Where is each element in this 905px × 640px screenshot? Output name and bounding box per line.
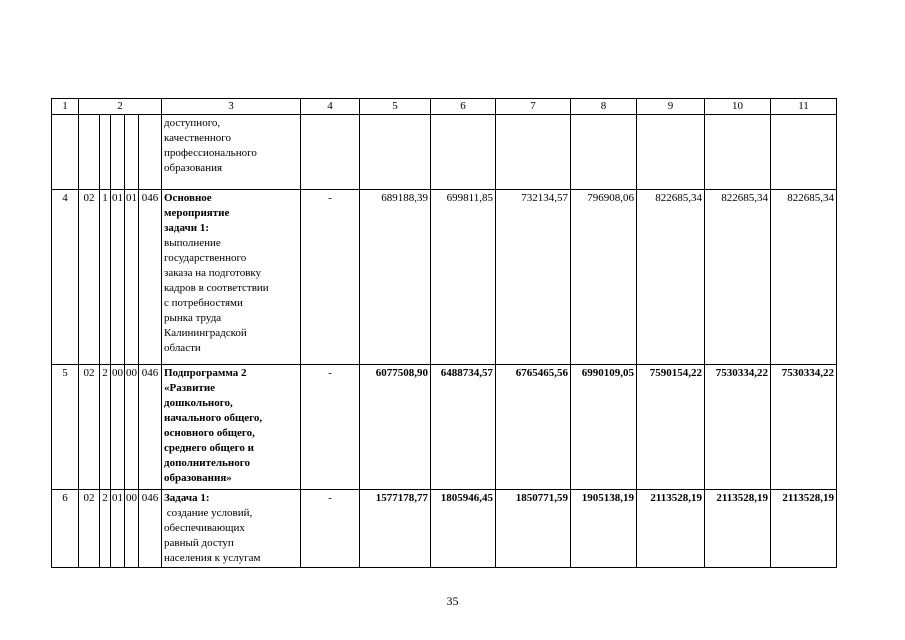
value-cell: 1850771,59 <box>496 490 571 568</box>
code-cell <box>100 115 111 190</box>
code-cell: 01 <box>125 190 139 365</box>
value-cell <box>705 115 771 190</box>
code-cell: 2 <box>100 365 111 490</box>
col4-cell: - <box>301 190 360 365</box>
value-cell <box>360 115 431 190</box>
value-cell: 1805946,45 <box>431 490 496 568</box>
description-bold-line: Подпрограмма 2 <box>164 367 247 379</box>
col4-cell: - <box>301 490 360 568</box>
description-cell <box>162 190 301 365</box>
code-cell: 2 <box>100 490 111 568</box>
code-cell: 01 <box>111 190 125 365</box>
code-cell: 00 <box>125 365 139 490</box>
description-bold-line: дошкольного, <box>164 397 233 409</box>
description-cell <box>162 490 301 568</box>
col4-cell: - <box>301 365 360 490</box>
description-bold-line: дополнительного <box>164 457 250 469</box>
description-bold-line: Задача 1: <box>164 492 210 504</box>
header-cell: 6 <box>431 99 496 115</box>
header-row <box>52 99 837 115</box>
description-bold-line: Основное <box>164 192 212 204</box>
value-cell: 6990109,05 <box>571 365 637 490</box>
description-line: образования <box>164 162 223 174</box>
code-cell: 1 <box>100 190 111 365</box>
code-cell: 00 <box>125 490 139 568</box>
description-line: Калининградской <box>164 327 247 339</box>
value-cell: 2113528,19 <box>771 490 837 568</box>
row-number-cell: 6 <box>52 490 79 568</box>
value-cell: 822685,34 <box>771 190 837 365</box>
description-line: качественного <box>164 132 232 144</box>
code-cell: 00 <box>111 365 125 490</box>
description-line: профессионального <box>164 147 257 159</box>
value-cell <box>637 115 705 190</box>
code-cell: 046 <box>139 365 162 490</box>
description-bold-line: задачи 1: <box>164 222 209 234</box>
value-cell: 6765465,56 <box>496 365 571 490</box>
header-cell: 9 <box>637 99 705 115</box>
table-body <box>52 115 837 568</box>
header-cell: 4 <box>301 99 360 115</box>
value-cell: 1905138,19 <box>571 490 637 568</box>
description-line: обеспечивающих <box>164 522 245 534</box>
value-cell: 796908,06 <box>571 190 637 365</box>
code-cell <box>125 115 139 190</box>
code-cell: 046 <box>139 490 162 568</box>
table-row <box>52 115 837 190</box>
header-cell: 11 <box>771 99 837 115</box>
code-cell <box>111 115 125 190</box>
description-bold-line: мероприятие <box>164 207 230 219</box>
table-row <box>52 190 837 365</box>
description-cell <box>162 365 301 490</box>
description-line: доступного, <box>164 117 221 129</box>
col4-cell <box>301 115 360 190</box>
description-line: выполнение <box>164 237 221 249</box>
description-line: равный доступ <box>164 537 234 549</box>
code-cell <box>139 115 162 190</box>
value-cell: 7530334,22 <box>705 365 771 490</box>
budget-table <box>51 98 837 568</box>
value-cell <box>431 115 496 190</box>
description-line: кадров в соответствии <box>164 282 269 294</box>
table-row <box>52 365 837 490</box>
value-cell: 822685,34 <box>705 190 771 365</box>
description-line: с потребностями <box>164 297 243 309</box>
code-cell: 02 <box>79 190 100 365</box>
row-number-cell: 4 <box>52 190 79 365</box>
description-line: области <box>164 342 201 354</box>
code-cell: 01 <box>111 490 125 568</box>
description-bold-line: среднего общего и <box>164 442 254 454</box>
value-cell: 7590154,22 <box>637 365 705 490</box>
description-bold-line: начального общего, <box>164 412 263 424</box>
header-cell: 10 <box>705 99 771 115</box>
value-cell <box>571 115 637 190</box>
value-cell: 1577178,77 <box>360 490 431 568</box>
code-cell: 046 <box>139 190 162 365</box>
description-line: населения к услугам <box>164 552 261 564</box>
description-cell <box>162 115 301 190</box>
header-cell: 3 <box>162 99 301 115</box>
row-number-cell: 5 <box>52 365 79 490</box>
description-line: заказа на подготовку <box>164 267 262 279</box>
row-number-cell <box>52 115 79 190</box>
value-cell: 822685,34 <box>637 190 705 365</box>
code-cell: 02 <box>79 490 100 568</box>
value-cell: 732134,57 <box>496 190 571 365</box>
page-number: 35 <box>446 594 459 608</box>
value-cell: 7530334,22 <box>771 365 837 490</box>
value-cell <box>496 115 571 190</box>
header-cell: 5 <box>360 99 431 115</box>
table-row <box>52 490 837 568</box>
description-bold-line: «Развитие <box>164 382 216 394</box>
value-cell: 689188,39 <box>360 190 431 365</box>
code-cell: 02 <box>79 365 100 490</box>
value-cell: 6077508,90 <box>360 365 431 490</box>
header-cell: 7 <box>496 99 571 115</box>
description-line: рынка труда <box>164 312 222 324</box>
header-cell: 2 <box>79 99 162 115</box>
description-line: государственного <box>164 252 247 264</box>
description-bold-line: основного общего, <box>164 427 255 439</box>
value-cell <box>771 115 837 190</box>
description-line: создание условий, <box>164 507 253 519</box>
value-cell: 699811,85 <box>431 190 496 365</box>
value-cell: 2113528,19 <box>705 490 771 568</box>
value-cell: 6488734,57 <box>431 365 496 490</box>
description-bold-line: образования» <box>164 472 232 484</box>
header-cell: 8 <box>571 99 637 115</box>
header-cell: 1 <box>52 99 79 115</box>
value-cell: 2113528,19 <box>637 490 705 568</box>
code-cell <box>79 115 100 190</box>
